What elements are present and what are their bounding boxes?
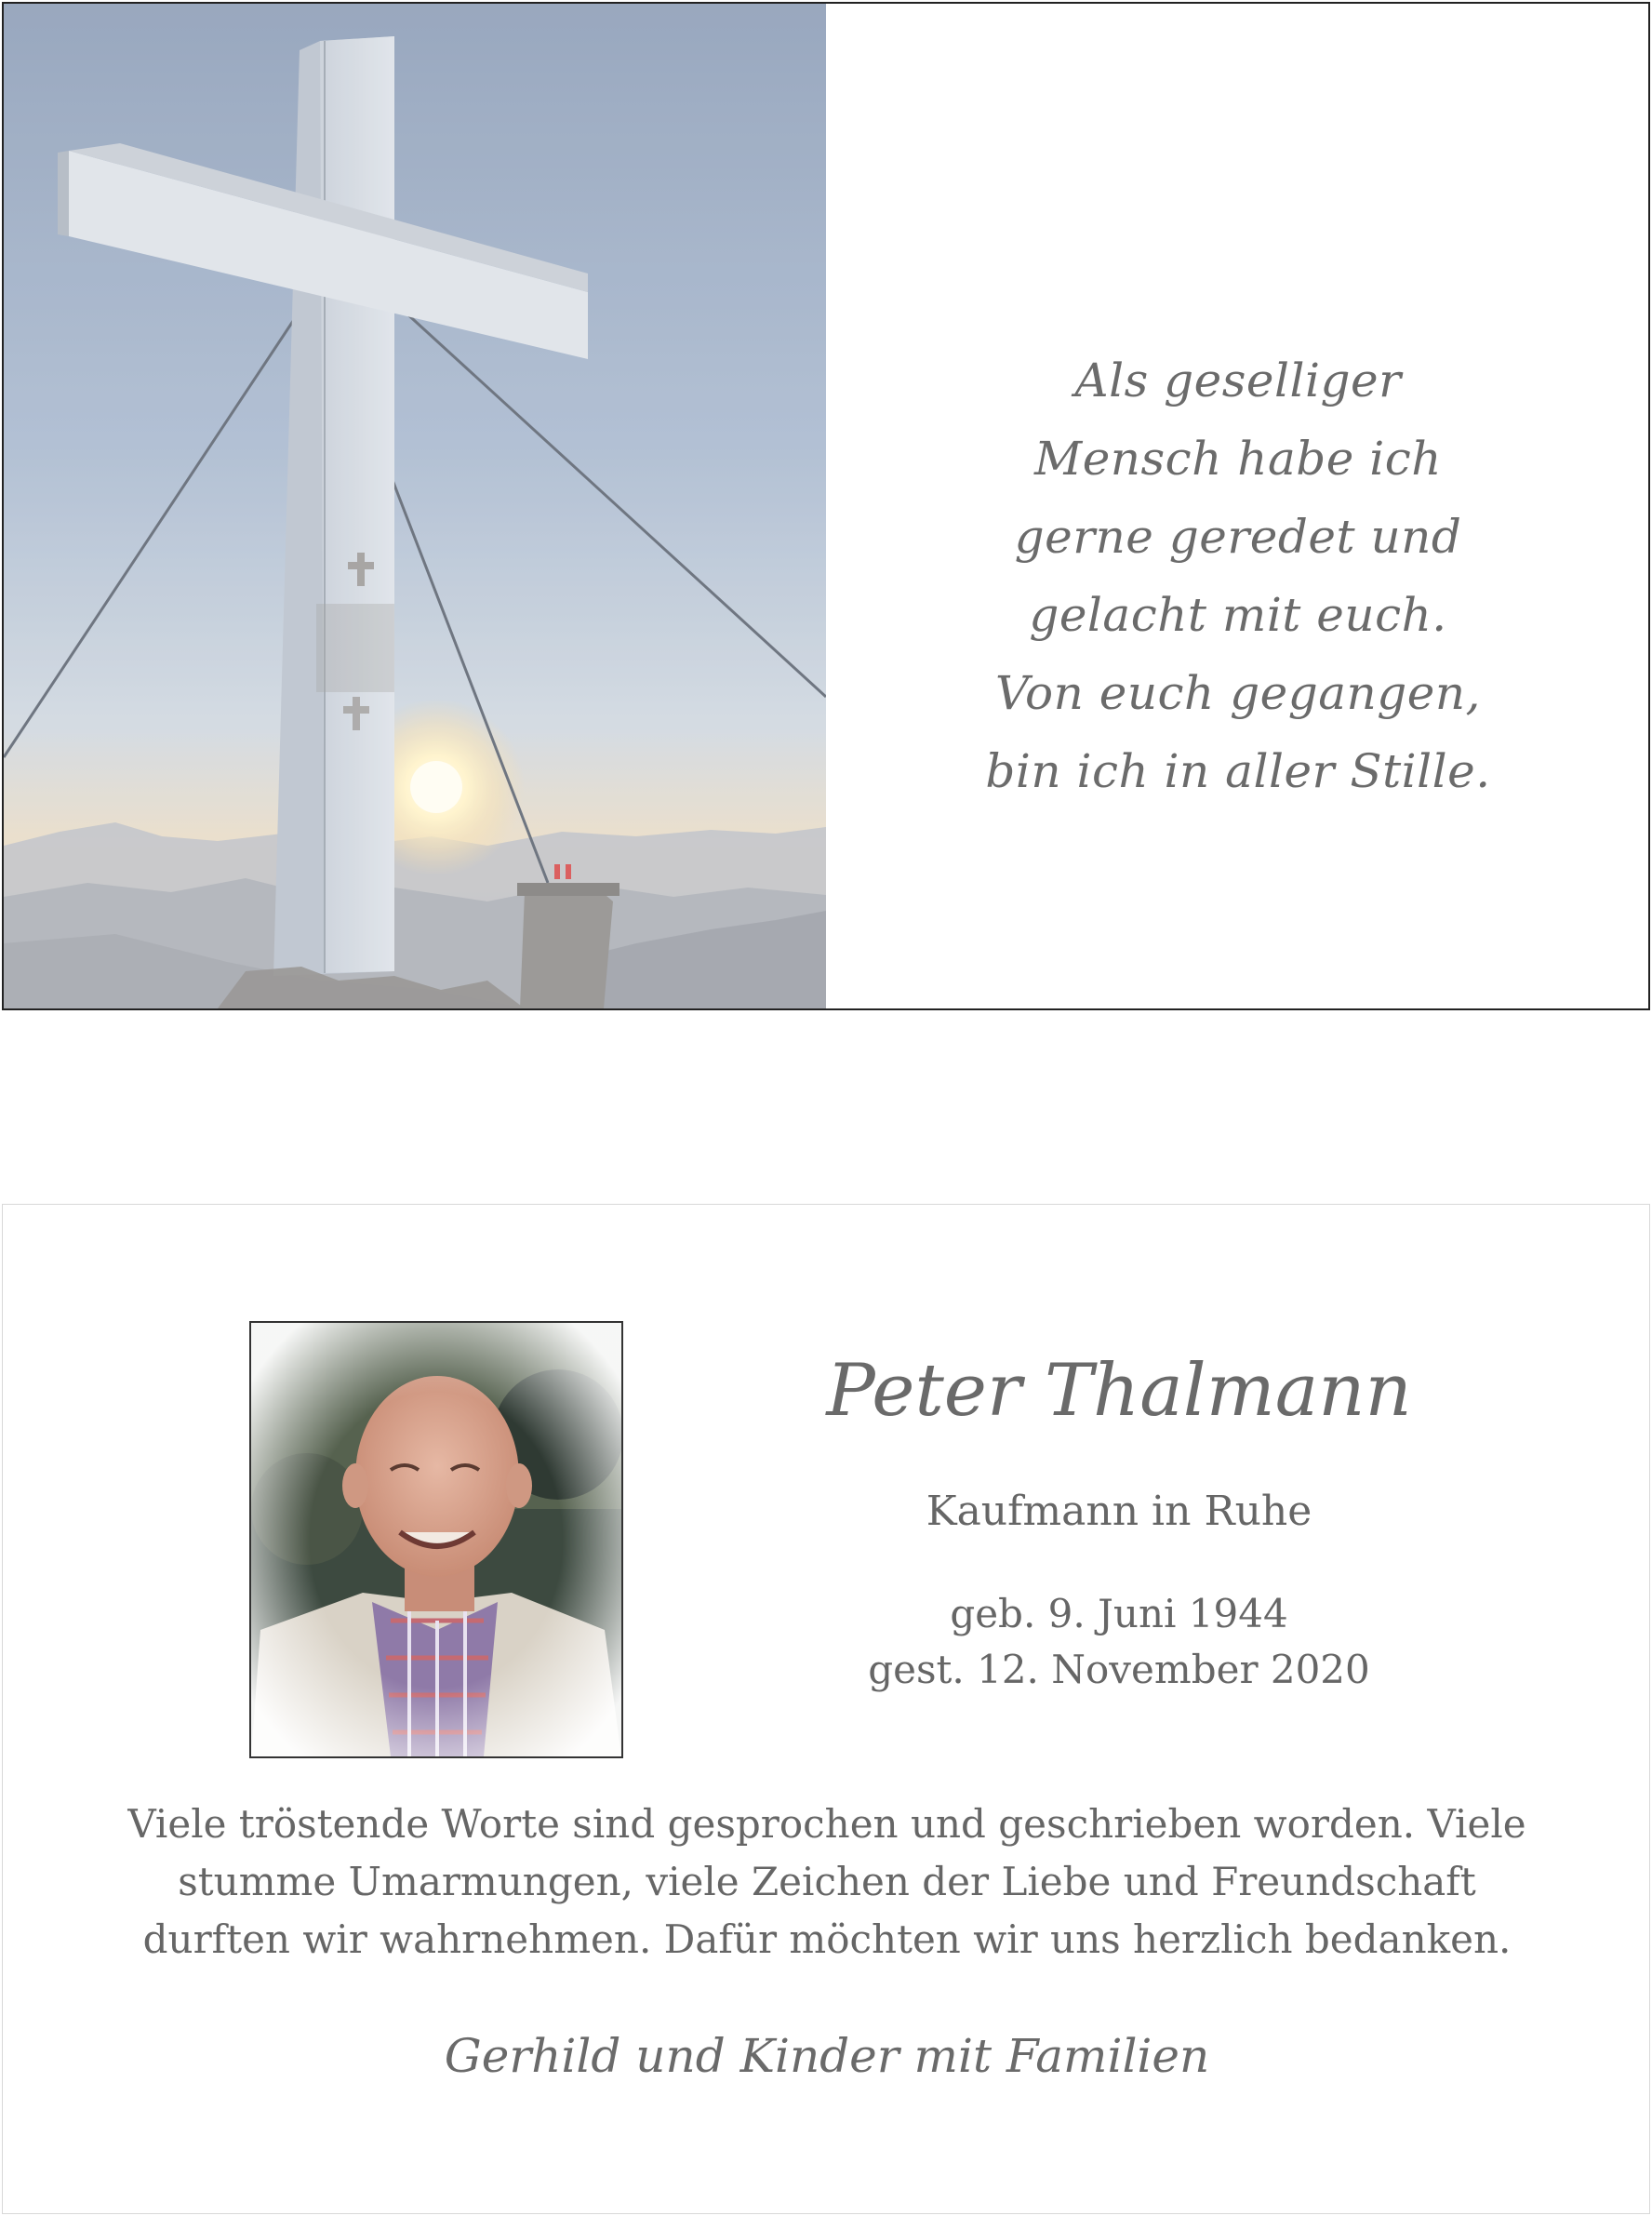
- poem-line: Von euch gegangen,: [995, 666, 1481, 720]
- front-card: [2, 2, 1650, 1010]
- life-dates: [654, 1586, 1584, 1698]
- deceased-name: Peter Thalmann: [826, 1349, 1412, 1433]
- poem-lines: [985, 341, 1490, 810]
- thanks-text: [96, 1795, 1558, 1969]
- poem-line: gerne geredet und: [1014, 510, 1462, 564]
- back-card: [2, 1204, 1650, 2214]
- family-signature: Gerhild und Kinder mit Familien: [444, 2029, 1210, 2083]
- poem-line: gelacht mit euch.: [1029, 588, 1447, 642]
- poem-line: Mensch habe ich: [1034, 432, 1442, 486]
- poem: [826, 4, 1650, 1008]
- birth-date: geb. 9. Juni 1944: [950, 1591, 1288, 1636]
- thanks-line: durften wir wahrnehmen. Dafür möchten wir uns herzlich bedanken.: [142, 1916, 1512, 1962]
- poem-line: bin ich in aller Stille.: [985, 744, 1491, 798]
- portrait-photo: [249, 1321, 623, 1758]
- death-date: gest. 12. November 2020: [868, 1647, 1370, 1692]
- thanks-line: Viele tröstende Worte sind gesprochen und geschrieben worden. Viele: [127, 1801, 1526, 1847]
- summit-cross-photo: [4, 4, 826, 1008]
- poem-line: Als geselliger: [1074, 354, 1402, 407]
- profession: Kaufmann in Ruhe: [926, 1488, 1312, 1535]
- thanks-line: stumme Umarmungen, viele Zeichen der Liebe und Freundschaft: [178, 1859, 1476, 1904]
